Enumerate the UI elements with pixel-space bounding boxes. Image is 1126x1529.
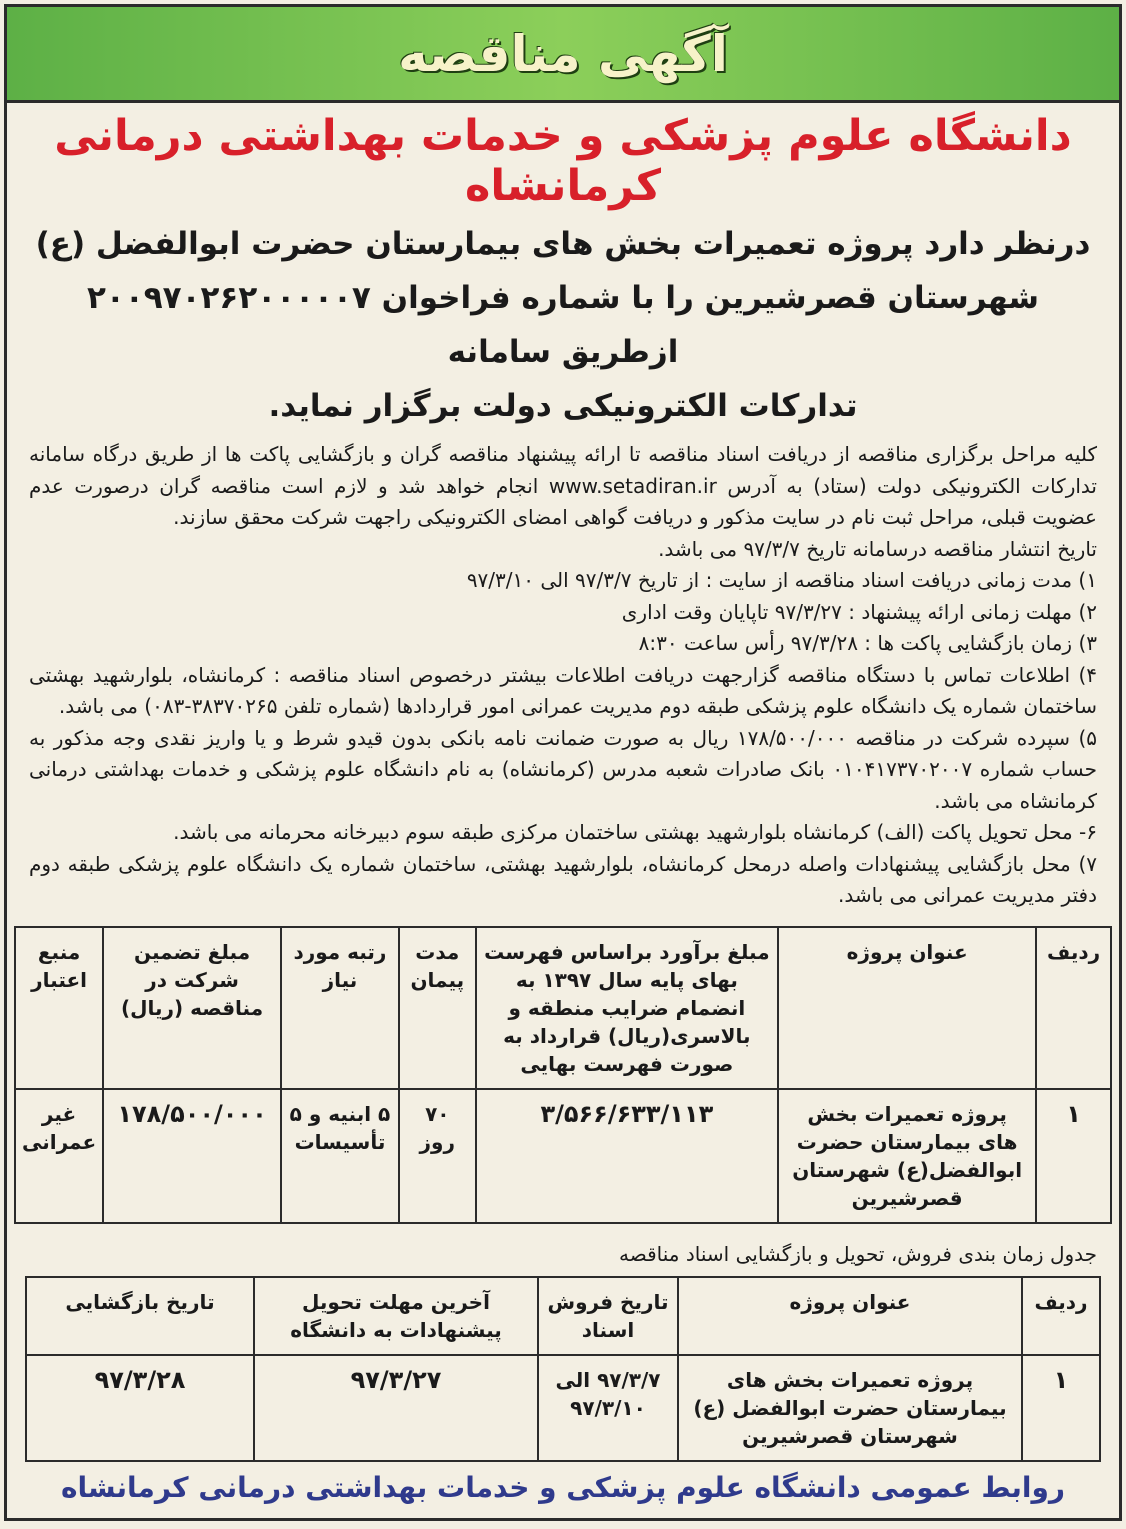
schedule-table-header xyxy=(26,1277,1100,1355)
item-5: ۵) سپرده شرکت در مناقصه ۱۷۸/۵۰۰/۰۰۰ ریال به صورت ضمانت نامه بانکی بدون قیدو شرط و یا واریز نقدی وجه مذکور به حساب شماره ۰۱۰۴۱۷۳۷۰۲۰۰۷ بانک صادرات شعبه مدرس (کرمانشاه) به نام دانشگاه علوم پزشکی و خدمات بهداشتی درمانی کرمانشاه می باشد. xyxy=(29,725,1097,813)
table-row xyxy=(15,1089,1111,1223)
item-2: ۲) مهلت زمانی ارائه پیشنهاد : ۹۷/۳/۲۷ تاپایان وقت اداری xyxy=(621,599,1097,624)
header-row-number: ردیف xyxy=(1036,927,1111,1089)
project-table xyxy=(14,926,1112,1224)
header-grade: رتبه مورد نیاز xyxy=(281,927,399,1089)
header-opening-date: تاریخ بازگشایی xyxy=(26,1277,254,1355)
banner-title: آگهی مناقصه xyxy=(398,24,728,83)
schedule-caption: جدول زمان بندی فروش، تحویل و بازگشایی اسناد مناقصه xyxy=(619,1241,1097,1266)
paragraph-procedure-part-1: کلیه مراحل برگزاری مناقصه از دریافت اسناد مناقصه تا ارائه پیشنهاد مناقصه گران و بازگشایی پاکت ها از طریق درگاه سامانه تدارکات الکترونیکی دولت (ستاد) به آدرس xyxy=(29,442,1097,498)
item-3: ۳) زمان بازگشایی پاکت ها : ۹۷/۳/۲۸ رأس ساعت ۸:۳۰ xyxy=(638,631,1097,655)
paragraph-procedure-part-2: انجام خواهد شد و لازم است مناقصه گران درصورت عدم عضویت قبلی، مراحل ثبت نام در سایت مذکور و دریافت گواهی امضای الکترونیکی راجهت شرکت محقق سازند. xyxy=(29,473,1097,529)
paragraph-procedure xyxy=(29,439,1097,534)
item-4: ۴) اطلاعات تماس با دستگاه مناقصه گزارجهت دریافت اطلاعات بیشتر درخصوص اسناد مناقصه : کرمانشاه، بلوارشهید بهشتی ساختمان شماره یک دانشگاه علوم پزشکی طبقه دوم مدیریت عمرانی امور قراردادها (شماره تلفن ۳۸۳۷۰۲۶۵-۰۸۳) می باشد. xyxy=(29,662,1097,718)
footer-public-relations: روابط عمومی دانشگاه علوم پزشکی و خدمات بهداشتی درمانی کرمانشاه xyxy=(60,1471,1066,1504)
item-7: ۷) محل بازگشایی پیشنهادات واصله درمحل کرمانشاه، بلوارشهید بهشتی، ساختمان شماره یک دانشگاه علوم پزشکی طبقه دوم دفتر مدیریت عمرانی می باشد. xyxy=(29,851,1097,907)
table-row xyxy=(26,1355,1100,1461)
intro-line-3: تدارکات الکترونیکی دولت برگزار نماید. xyxy=(268,388,858,424)
project-table-header xyxy=(15,927,1111,1089)
cell-row-number: ۱ xyxy=(1036,1089,1111,1223)
cell-grade: ۵ ابنیه و ۵ تأسیسات xyxy=(281,1089,399,1223)
publish-date: تاریخ انتشار مناقصه درسامانه تاریخ ۹۷/۳/۷ می باشد. xyxy=(658,536,1097,561)
schedule-table xyxy=(25,1276,1101,1462)
cell-sale-date: ۹۷/۳/۷ الی ۹۷/۳/۱۰ xyxy=(538,1355,678,1461)
organization-name: دانشگاه علوم پزشکی و خدمات بهداشتی درمانی کرمانشاه xyxy=(54,111,1072,211)
item-6: ۶- محل تحویل پاکت (الف) کرمانشاه بلوارشهید بهشتی ساختمان مرکزی طبقه سوم دبیرخانه محرمانه می باشد. xyxy=(173,820,1097,844)
intro xyxy=(7,217,1119,433)
cell-row-number: ۱ xyxy=(1022,1355,1100,1461)
cell-estimate: ۳/۵۶۶/۶۳۳/۱۱۳ xyxy=(476,1089,779,1223)
header-row-number: ردیف xyxy=(1022,1277,1100,1355)
cell-duration: ۷۰ روز xyxy=(399,1089,476,1223)
cell-project-title: پروژه تعمیرات بخش های بیمارستان حضرت ابوالفضل(ع) شهرستان قصرشیرین xyxy=(778,1089,1036,1223)
header-project-title: عنوان پروژه xyxy=(778,927,1036,1089)
header-deadline: آخرین مهلت تحویل پیشنهادات به دانشگاه xyxy=(254,1277,538,1355)
cell-guarantee: ۱۷۸/۵۰۰/۰۰۰ xyxy=(103,1089,281,1223)
intro-line-2: شهرستان قصرشیرین را با شماره فراخوان ۲۰۰۹۷۰۲۶۲۰۰۰۰۰۷ ازطریق سامانه xyxy=(86,280,1040,370)
header-sale-date: تاریخ فروش اسناد xyxy=(538,1277,678,1355)
tender-notice xyxy=(4,4,1122,1521)
intro-line-1: درنظر دارد پروژه تعمیرات بخش های بیمارستان حضرت ابوالفضل (ع) xyxy=(35,226,1091,262)
header-estimate: مبلغ برآورد براساس فهرست بهای پایه سال ۱۳۹۷ به انضمام ضرایب منطقه و بالاسری(ریال) قرارداد به صورت فهرست بهایی xyxy=(476,927,779,1089)
header-project-title: عنوان پروژه xyxy=(678,1277,1022,1355)
cell-deadline: ۹۷/۳/۲۷ xyxy=(254,1355,538,1461)
notice-body xyxy=(7,439,1119,912)
banner xyxy=(7,7,1119,103)
website-link[interactable]: www.setadiran.ir xyxy=(548,473,717,498)
header-guarantee: مبلغ تضمین شرکت در مناقصه (ریال) xyxy=(103,927,281,1089)
item-1: ۱) مدت زمانی دریافت اسناد مناقصه از سایت : از تاریخ ۹۷/۳/۷ الی ۹۷/۳/۱۰ xyxy=(466,568,1097,592)
header-duration: مدت پیمان xyxy=(399,927,476,1089)
cell-opening-date: ۹۷/۳/۲۸ xyxy=(26,1355,254,1461)
header-funding-source: منبع اعتبار xyxy=(15,927,103,1089)
cell-funding-source: غیر عمرانی xyxy=(15,1089,103,1223)
cell-project-title: پروژه تعمیرات بخش های بیمارستان حضرت ابوالفضل (ع) شهرستان قصرشیرین xyxy=(678,1355,1022,1461)
